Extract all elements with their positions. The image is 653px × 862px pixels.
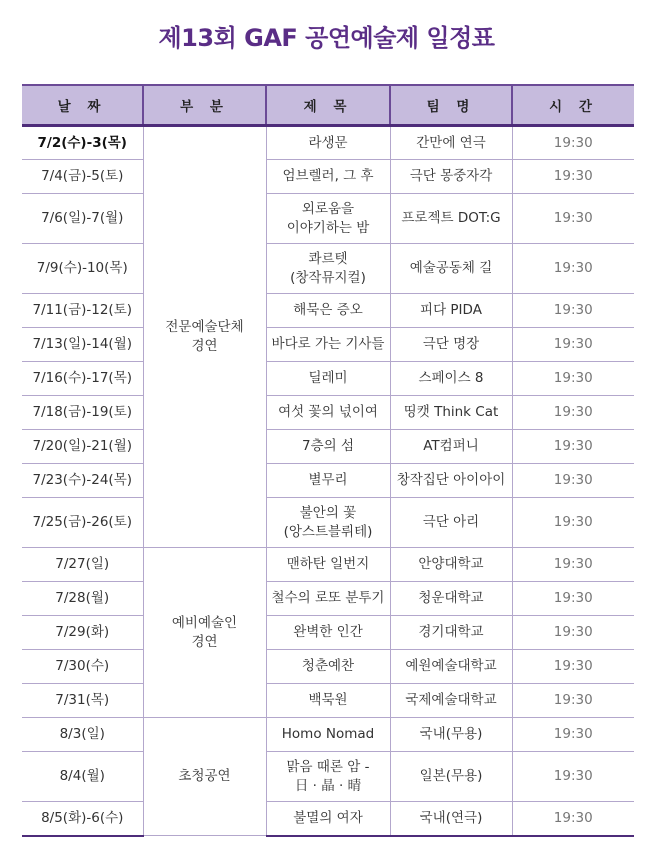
team-cell: 국내(무용) bbox=[390, 718, 512, 752]
time-cell: 19:30 bbox=[512, 294, 634, 328]
table-row bbox=[22, 582, 634, 616]
date-cell: 7/20(일)-21(월) bbox=[22, 430, 143, 464]
date-cell: 8/4(월) bbox=[22, 752, 143, 802]
time-cell: 19:30 bbox=[512, 464, 634, 498]
date-cell: 7/31(목) bbox=[22, 684, 143, 718]
title-cell: 바다로 가는 기사들 bbox=[266, 328, 390, 362]
team-cell: 간만에 연극 bbox=[390, 126, 512, 160]
header-section: 부 분 bbox=[143, 85, 266, 126]
team-cell: 창작집단 아이아이 bbox=[390, 464, 512, 498]
date-cell: 7/13(일)-14(월) bbox=[22, 328, 143, 362]
date-cell: 7/27(일) bbox=[22, 548, 143, 582]
header-row bbox=[22, 85, 634, 126]
table-row bbox=[22, 244, 634, 294]
team-cell: 피다 PIDA bbox=[390, 294, 512, 328]
table-row bbox=[22, 498, 634, 548]
team-cell: 띵캣 Think Cat bbox=[390, 396, 512, 430]
time-cell: 19:30 bbox=[512, 616, 634, 650]
table-row bbox=[22, 650, 634, 684]
table-row bbox=[22, 718, 634, 752]
table-row bbox=[22, 752, 634, 802]
time-cell: 19:30 bbox=[512, 582, 634, 616]
table-row bbox=[22, 126, 634, 160]
header-time: 시 간 bbox=[512, 85, 634, 126]
time-cell: 19:30 bbox=[512, 362, 634, 396]
header-date: 날 짜 bbox=[22, 85, 143, 126]
date-cell: 7/30(수) bbox=[22, 650, 143, 684]
team-cell: 프로젝트 DOT:G bbox=[390, 194, 512, 244]
team-cell: AT컴퍼니 bbox=[390, 430, 512, 464]
title-cell: 완벽한 인간 bbox=[266, 616, 390, 650]
time-cell: 19:30 bbox=[512, 160, 634, 194]
schedule-table bbox=[22, 84, 634, 837]
header-title: 제 목 bbox=[266, 85, 390, 126]
time-cell: 19:30 bbox=[512, 752, 634, 802]
time-cell: 19:30 bbox=[512, 430, 634, 464]
date-cell: 7/25(금)-26(토) bbox=[22, 498, 143, 548]
table-row bbox=[22, 362, 634, 396]
date-cell: 7/28(월) bbox=[22, 582, 143, 616]
time-cell: 19:30 bbox=[512, 396, 634, 430]
title-cell: 맨하탄 일번지 bbox=[266, 548, 390, 582]
table-row bbox=[22, 294, 634, 328]
title-cell: 불안의 꽃 (앙스트블뤼테) bbox=[266, 498, 390, 548]
time-cell: 19:30 bbox=[512, 718, 634, 752]
title-cell: 라생문 bbox=[266, 126, 390, 160]
team-cell: 예원예술대학교 bbox=[390, 650, 512, 684]
title-cell: 딜레미 bbox=[266, 362, 390, 396]
team-cell: 스페이스 8 bbox=[390, 362, 512, 396]
date-cell: 7/2(수)-3(목) bbox=[22, 126, 143, 160]
title-cell: 백묵원 bbox=[266, 684, 390, 718]
date-cell: 7/29(화) bbox=[22, 616, 143, 650]
table-row bbox=[22, 160, 634, 194]
date-cell: 7/11(금)-12(토) bbox=[22, 294, 143, 328]
table-row bbox=[22, 194, 634, 244]
schedule-body bbox=[22, 126, 634, 836]
title-cell: 불멸의 여자 bbox=[266, 802, 390, 836]
table-row bbox=[22, 396, 634, 430]
title-cell: 여섯 꽃의 넋이여 bbox=[266, 396, 390, 430]
team-cell: 극단 아리 bbox=[390, 498, 512, 548]
date-cell: 7/18(금)-19(토) bbox=[22, 396, 143, 430]
title-cell: Homo Nomad bbox=[266, 718, 390, 752]
title-cell: 청춘예찬 bbox=[266, 650, 390, 684]
date-cell: 7/6(일)-7(월) bbox=[22, 194, 143, 244]
table-row bbox=[22, 548, 634, 582]
time-cell: 19:30 bbox=[512, 498, 634, 548]
title-cell: 외로움을 이야기하는 밤 bbox=[266, 194, 390, 244]
title-cell: 별무리 bbox=[266, 464, 390, 498]
title-cell: 콰르텟 (창작뮤지컬) bbox=[266, 244, 390, 294]
section-cell: 예비예술인 경연 bbox=[143, 548, 266, 718]
team-cell: 청운대학교 bbox=[390, 582, 512, 616]
title-cell: 해묵은 증오 bbox=[266, 294, 390, 328]
section-cell: 전문예술단체 경연 bbox=[143, 126, 266, 548]
title-cell: 엄브렐러, 그 후 bbox=[266, 160, 390, 194]
time-cell: 19:30 bbox=[512, 328, 634, 362]
table-row bbox=[22, 802, 634, 836]
team-cell: 극단 명장 bbox=[390, 328, 512, 362]
team-cell: 경기대학교 bbox=[390, 616, 512, 650]
time-cell: 19:30 bbox=[512, 802, 634, 836]
date-cell: 7/9(수)-10(목) bbox=[22, 244, 143, 294]
team-cell: 일본(무용) bbox=[390, 752, 512, 802]
team-cell: 극단 몽중자각 bbox=[390, 160, 512, 194]
time-cell: 19:30 bbox=[512, 650, 634, 684]
team-cell: 국제예술대학교 bbox=[390, 684, 512, 718]
title-cell: 철수의 로또 분투기 bbox=[266, 582, 390, 616]
team-cell: 국내(연극) bbox=[390, 802, 512, 836]
time-cell: 19:30 bbox=[512, 684, 634, 718]
table-row bbox=[22, 328, 634, 362]
table-row bbox=[22, 616, 634, 650]
page-title: 제13회 GAF 공연예술제 일정표 bbox=[158, 24, 495, 52]
date-cell: 7/4(금)-5(토) bbox=[22, 160, 143, 194]
time-cell: 19:30 bbox=[512, 244, 634, 294]
date-cell: 7/16(수)-17(목) bbox=[22, 362, 143, 396]
table-row bbox=[22, 430, 634, 464]
time-cell: 19:30 bbox=[512, 126, 634, 160]
table-row bbox=[22, 464, 634, 498]
table-row bbox=[22, 684, 634, 718]
date-cell: 8/3(일) bbox=[22, 718, 143, 752]
date-cell: 7/23(수)-24(목) bbox=[22, 464, 143, 498]
team-cell: 안양대학교 bbox=[390, 548, 512, 582]
section-cell: 초청공연 bbox=[143, 718, 266, 836]
team-cell: 예술공동체 길 bbox=[390, 244, 512, 294]
header-team: 팀 명 bbox=[390, 85, 512, 126]
date-cell: 8/5(화)-6(수) bbox=[22, 802, 143, 836]
title-cell: 7층의 섬 bbox=[266, 430, 390, 464]
time-cell: 19:30 bbox=[512, 548, 634, 582]
title-cell: 맑음 때론 암 - 日 · 晶 · 晴 bbox=[266, 752, 390, 802]
time-cell: 19:30 bbox=[512, 194, 634, 244]
